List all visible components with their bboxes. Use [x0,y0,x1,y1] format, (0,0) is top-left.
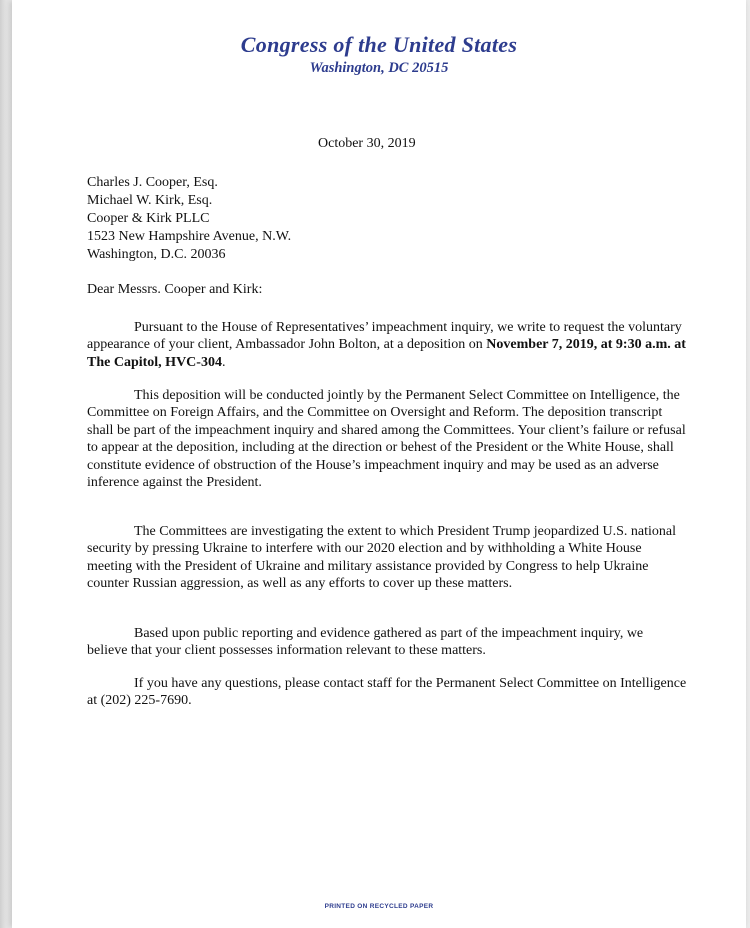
body-paragraph-5: If you have any questions, please contact staff for the Permanent Select Committee on Intelligence at (202) 225-7690. [87,676,687,709]
recipient-line: Charles J. Cooper, Esq. [87,175,218,190]
letter-date: October 30, 2019 [318,136,416,151]
body-paragraph-2: This deposition will be conducted jointly by the Permanent Select Committee on Intelligence, the Committee on Foreign Affairs, and the Committee on Oversight and Reform. The deposition transcript shall be part of the impeachment inquiry and shared among the Committees. Your client’s failure or refusal to appear at the deposition, including at the direction or behest of the President or the White House, shall constitute evidence of obstruction of the House’s impeachment inquiry and may be used as an adverse inference against the President. [87,388,686,491]
recipient-line: Cooper & Kirk PLLC [87,211,210,226]
body-paragraph-3: The Committees are investigating the extent to which President Trump jeopardized U.S. national security by pressing Ukraine to interfere with our 2020 election and by withholding a White House meeting with the President of Ukraine and military assistance provided by Congress to help Ukraine counter Russian aggression, as well as any efforts to cover up these matters. [87,524,677,592]
deposition-date-location: November 7, 2019, at 9:30 a.m. at The Capitol, HVC-304 [87,337,686,370]
recipient-address-block [87,174,291,264]
salutation: Dear Messrs. Cooper and Kirk: [87,282,263,297]
body-paragraph-1 [87,319,687,371]
letterhead-address: Washington, DC 20515 [309,60,449,76]
body-paragraph-4: Based upon public reporting and evidence gathered as part of the impeachment inquiry, we believe that your client possesses information relevant to these matters. [87,626,644,659]
letterhead-title: Congress of the United States [240,32,518,57]
letter-page [12,0,746,928]
recipient-line: 1523 New Hampshire Avenue, N.W. [87,229,292,244]
recycled-paper-footer: PRINTED ON RECYCLED PAPER [324,903,434,910]
paragraph-text: Pursuant to the House of Representatives’ impeachment inquiry, we write to request the voluntary appearance of your client, Ambassador John Bolton, at a deposition on [87,320,682,353]
recipient-line: Michael W. Kirk, Esq. [87,193,213,208]
paragraph-end: . [221,354,226,370]
recipient-line: Washington, D.C. 20036 [87,247,226,262]
